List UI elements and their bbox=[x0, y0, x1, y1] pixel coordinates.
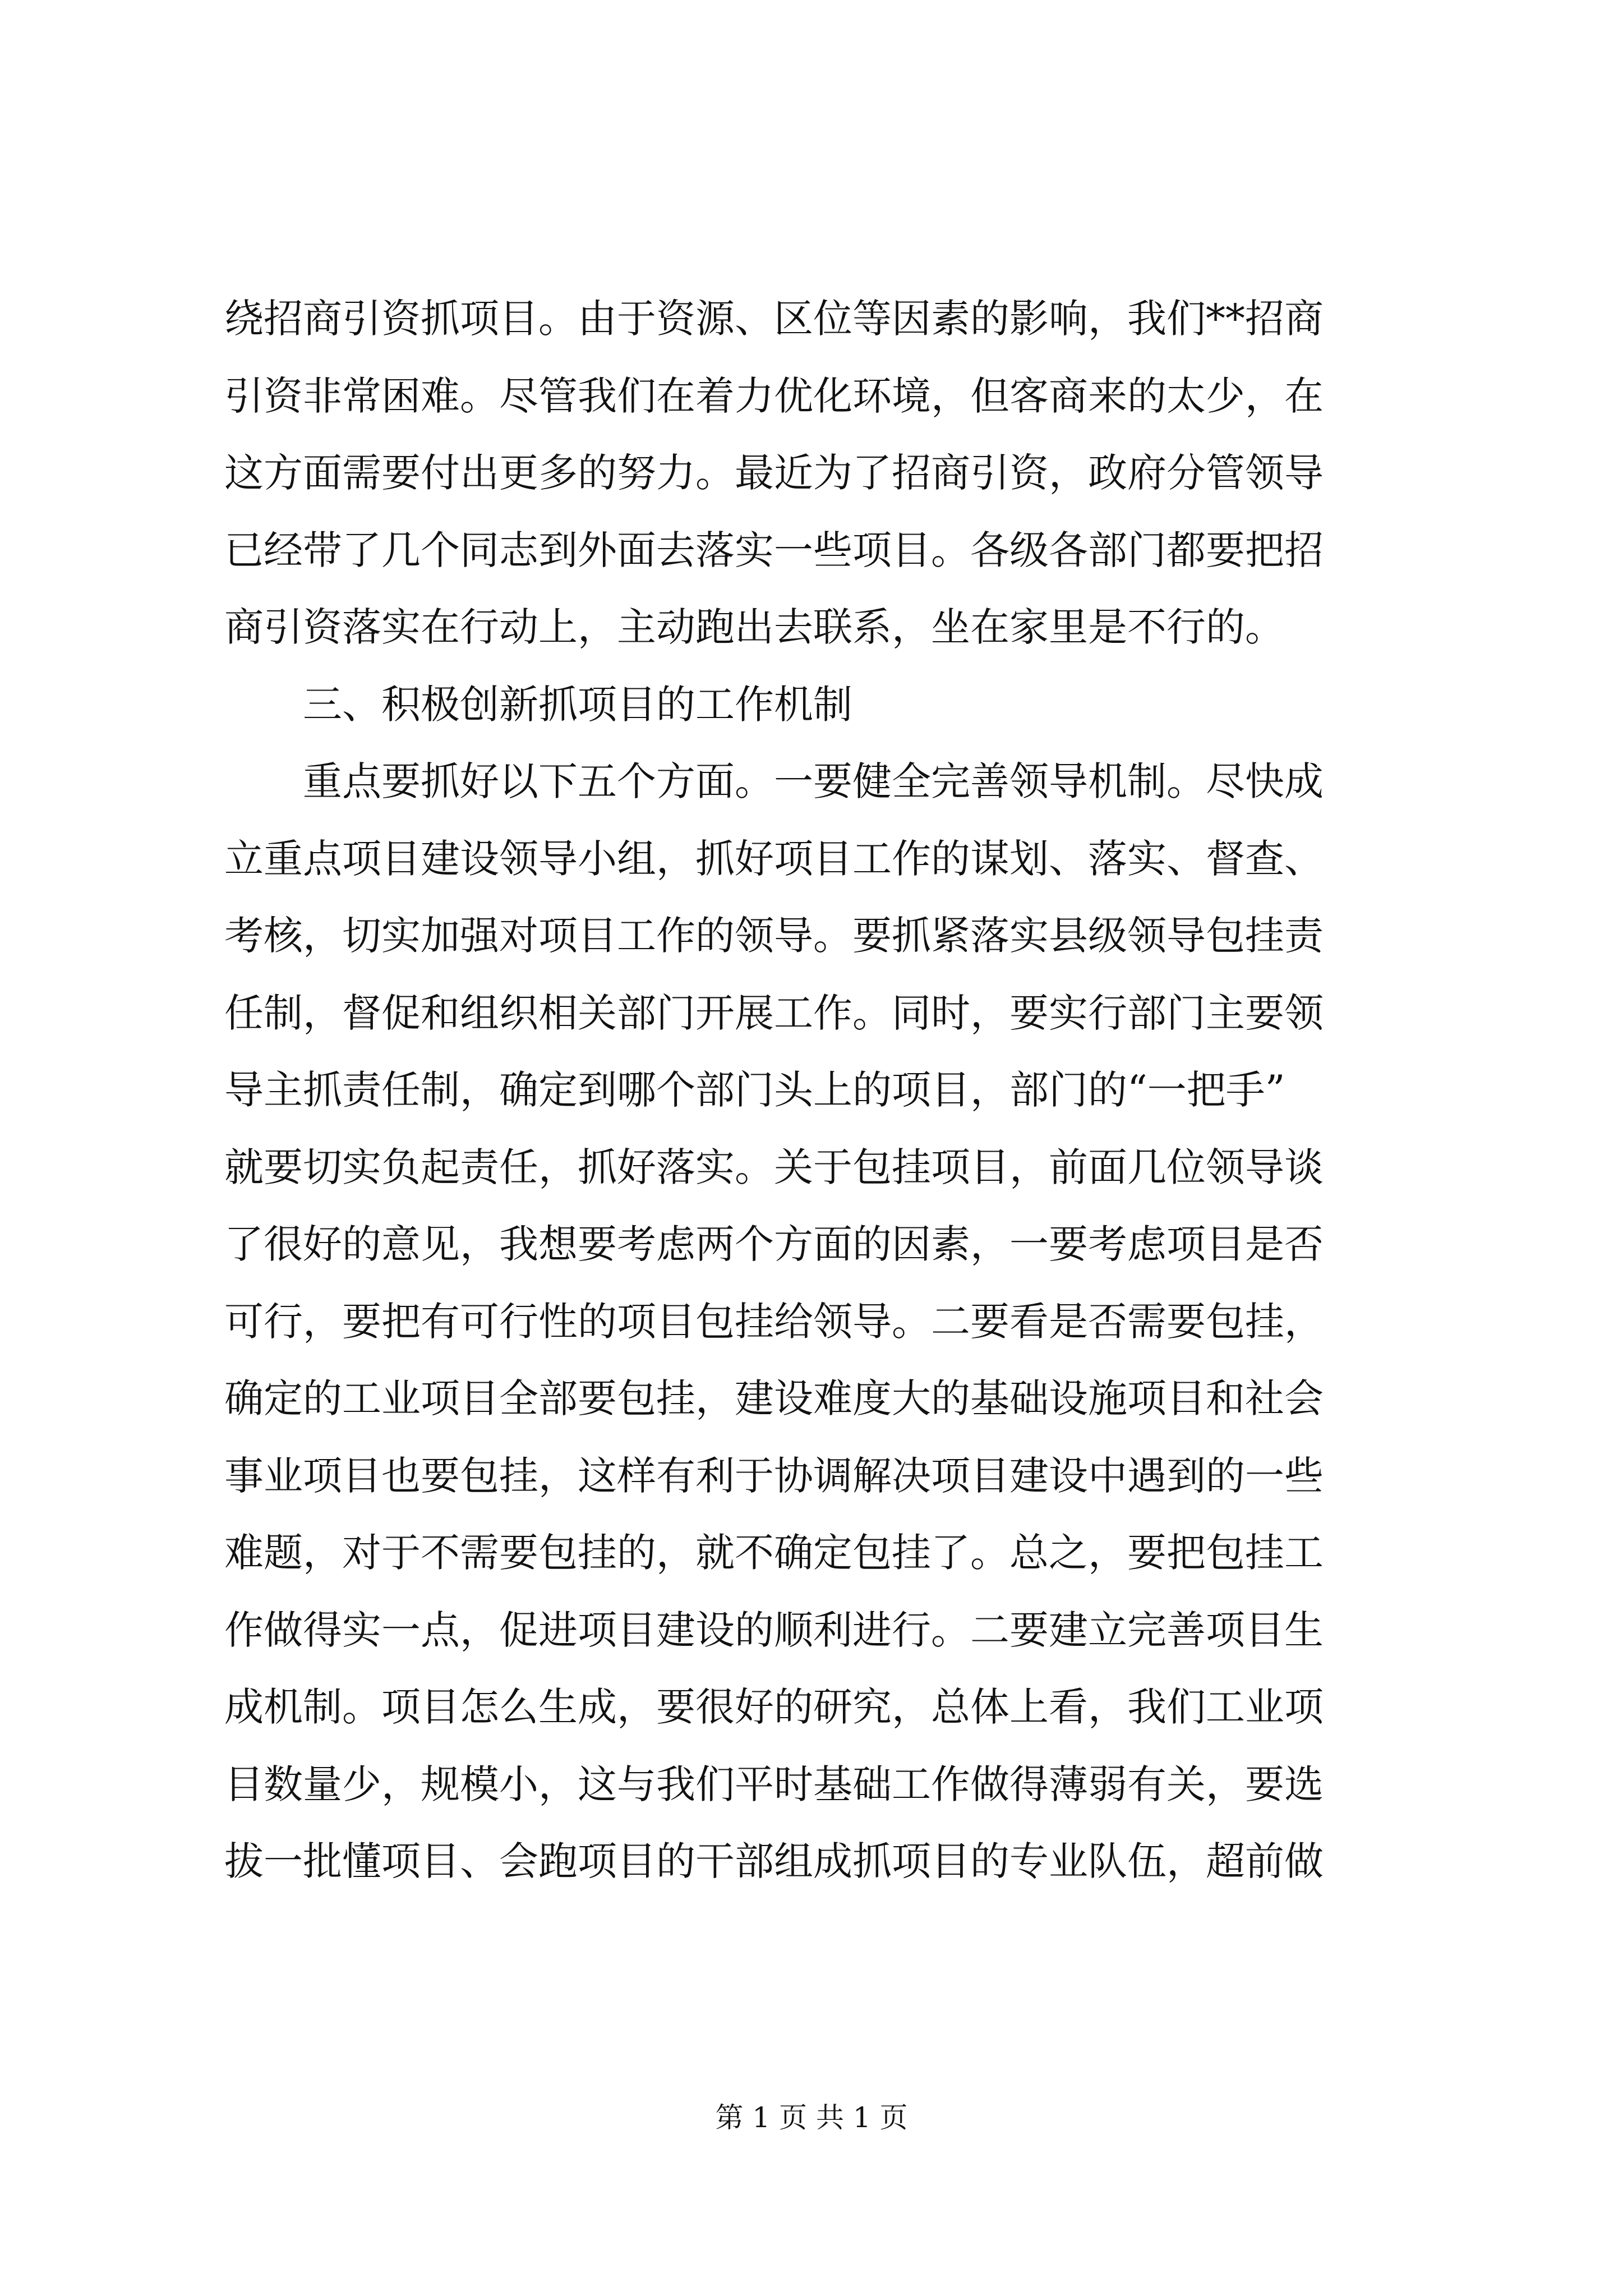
text-line: 考核，切实加强对项目工作的领导。要抓紧落实县级领导包挂责 bbox=[224, 913, 1324, 959]
text-line: 绕招商引资抓项目。由于资源、区位等因素的影响，我们**招商 bbox=[224, 296, 1324, 342]
text-line: 拔一批懂项目、会跑项目的干部组成抓项目的专业队伍，超前做 bbox=[224, 1838, 1324, 1884]
text-line: 成机制。项目怎么生成，要很好的研究，总体上看，我们工业项 bbox=[224, 1684, 1324, 1730]
text-line: 导主抓责任制，确定到哪个部门头上的项目，部门的“一把手” bbox=[224, 1067, 1285, 1113]
text-line: 可行，要把有可行性的项目包挂给领导。二要看是否需要包挂， bbox=[224, 1298, 1324, 1345]
body-text bbox=[224, 280, 1419, 1901]
text-line: 了很好的意见，我想要考虑两个方面的因素，一要考虑项目是否 bbox=[224, 1221, 1324, 1267]
text-line: 重点要抓好以下五个方面。一要健全完善领导机制。尽快成 bbox=[224, 758, 1324, 804]
text-line: 商引资落实在行动上，主动跑出去联系，坐在家里是不行的。 bbox=[224, 604, 1284, 650]
text-line: 立重点项目建设领导小组，抓好项目工作的谋划、落实、督查、 bbox=[224, 835, 1324, 882]
text-line: 目数量少，规模小，这与我们平时基础工作做得薄弱有关，要选 bbox=[224, 1761, 1324, 1807]
text-line: 事业项目也要包挂，这样有利于协调解决项目建设中遇到的一些 bbox=[224, 1452, 1324, 1499]
text-line: 这方面需要付出更多的努力。最近为了招商引资，政府分管领导 bbox=[224, 450, 1324, 496]
page-footer: 第 1 页 共 1 页 bbox=[715, 2101, 908, 2134]
text-line: 确定的工业项目全部要包挂，建设难度大的基础设施项目和社会 bbox=[224, 1375, 1324, 1421]
text-line: 就要切实负起责任，抓好落实。关于包挂项目，前面几位领导谈 bbox=[224, 1144, 1324, 1190]
text-line: 作做得实一点，促进项目建设的顺利进行。二要建立完善项目生 bbox=[224, 1607, 1324, 1653]
text-line: 任制，督促和组织相关部门开展工作。同时，要实行部门主要领 bbox=[224, 990, 1324, 1036]
text-line: 已经带了几个同志到外面去落实一些项目。各级各部门都要把招 bbox=[224, 527, 1324, 573]
text-line: 引资非常困难。尽管我们在着力优化环境，但客商来的太少，在 bbox=[224, 372, 1324, 419]
text-line: 难题，对于不需要包挂的，就不确定包挂了。总之，要把包挂工 bbox=[224, 1530, 1324, 1576]
section-heading: 三、积极创新抓项目的工作机制 bbox=[224, 681, 852, 728]
